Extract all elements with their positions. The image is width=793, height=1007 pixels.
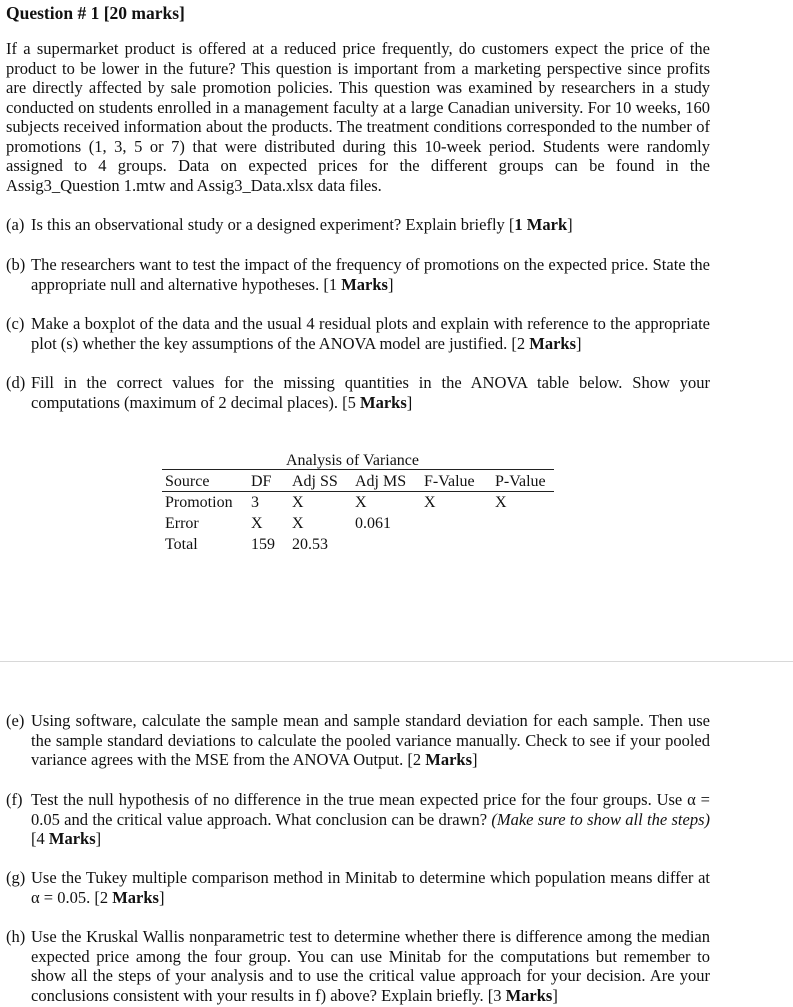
row-error-adj-ss: X	[292, 515, 304, 532]
part-h	[6, 927, 710, 1005]
header-df: DF	[251, 473, 272, 490]
bracket: ]	[95, 829, 102, 848]
marks: Marks	[425, 750, 472, 769]
part-label: (g)	[6, 868, 26, 887]
part-text: Is this an observational study or a designed experiment? Explain briefly [	[31, 215, 515, 234]
part-text: Fill in the correct values for the missing quantities in the ANOVA table below. Show your computations (maximum of 2 decimal places). [5	[31, 373, 710, 412]
row-total-adj-ss: 20.53	[292, 536, 328, 553]
marks-bracket: [4	[31, 829, 49, 848]
row-promotion-adj-ss: X	[292, 494, 304, 511]
row-promotion-p-value: X	[495, 494, 507, 511]
row-total-df: 159	[251, 536, 275, 553]
part-label: (a)	[6, 215, 25, 234]
page-divider	[0, 661, 793, 662]
row-promotion-f-value: X	[424, 494, 436, 511]
part-f	[6, 790, 710, 849]
bracket: ]	[567, 215, 573, 234]
row-total-source: Total	[165, 536, 198, 553]
header-adj-ss: Adj SS	[292, 473, 338, 490]
header-adj-ms: Adj MS	[355, 473, 407, 490]
question-heading: Question # 1 [20 marks]	[6, 3, 185, 23]
header-source: Source	[165, 473, 210, 490]
bracket: ]	[576, 333, 582, 353]
part-c	[6, 314, 710, 353]
header-f-value: F-Value	[424, 473, 475, 490]
italic-note: (Make sure to show all the steps)	[491, 809, 710, 829]
row-error-df: X	[251, 515, 263, 532]
bracket: ]	[552, 985, 558, 1005]
marks: Marks	[112, 887, 159, 907]
part-label: (b)	[6, 255, 26, 274]
part-b	[6, 255, 710, 294]
header-p-value: P-Value	[495, 473, 546, 490]
part-label: (d)	[6, 373, 26, 392]
part-label: (f)	[6, 790, 23, 809]
bracket: ]	[472, 750, 478, 769]
marks: Marks	[529, 333, 577, 353]
part-label: (c)	[6, 314, 25, 333]
part-text: Use the Tukey multiple comparison method in Minitab to determine which population means differ at α = 0.05. [2	[31, 868, 710, 907]
part-text: The researchers want to test the impact of the frequency of promotions on the expected price. State the appropriate null and alternative hypotheses. [1	[31, 255, 710, 294]
part-text: Make a boxplot of the data and the usual 4 residual plots and explain with reference to the appropriate plot (s) whether the key assumptions of the ANOVA model are justified. [2	[31, 314, 710, 353]
part-text: Use the Kruskal Wallis nonparametric test to determine whether there is difference among the median expected price among the four group. You can use Minitab for the computations but remember to show all the steps of your analysis and to use the critical value approach for your decision. Are your conclusions consistent with your results in f) above? Explain briefly. [3	[31, 927, 710, 1005]
row-error-adj-ms: 0.061	[355, 515, 391, 532]
marks: 1 Mark	[514, 215, 568, 234]
marks: Marks	[360, 392, 407, 412]
part-label: (h)	[6, 927, 26, 946]
marks: Marks	[505, 985, 553, 1005]
part-label: (e)	[6, 711, 25, 730]
marks: Marks	[48, 829, 96, 848]
bracket: ]	[406, 392, 413, 412]
bracket: ]	[158, 887, 165, 907]
row-promotion-adj-ms: X	[355, 494, 367, 511]
row-error-source: Error	[165, 515, 199, 532]
part-text: Using software, calculate the sample mean and sample standard deviation for each sample. Then use the sample standard deviations to calculate the pooled variance manually. Check to see if your pooled variance agrees with the MSE from the ANOVA Output. [2	[31, 711, 710, 769]
anova-title: Analysis of Variance	[286, 452, 419, 469]
table-top-rule	[162, 469, 554, 470]
part-e	[6, 711, 710, 770]
part-text: Test the null hypothesis of no difference in the true mean expected price for the four groups. Use α = 0.05 and the critical value approach. What conclusion can be drawn?	[31, 790, 710, 829]
part-d	[6, 373, 710, 412]
question-intro: If a supermarket product is offered at a reduced price frequently, do customers expect the price of the product to be lower in the future? This question is important from a marketing perspective since profits are directly affected by sale promotion policies. This question was examined by researchers in a study conducted on students enrolled in a management faculty at a large Canadian university. For 10 weeks, 160 subjects received information about the products. The treatment conditions corresponded to the number of promotions (1, 3, 5 or 7) that were distributed during this 10-week period. Students were randomly assigned to 4 groups. Data on expected prices for the different groups can be found in the Assig3_Question 1.mtw and Assig3_Data.xlsx data files.	[6, 39, 710, 195]
row-promotion-source: Promotion	[165, 494, 233, 511]
part-g	[6, 868, 710, 907]
part-a	[6, 215, 710, 235]
row-promotion-df: 3	[251, 494, 259, 511]
marks: Marks	[341, 274, 388, 294]
bracket: ]	[387, 274, 394, 294]
